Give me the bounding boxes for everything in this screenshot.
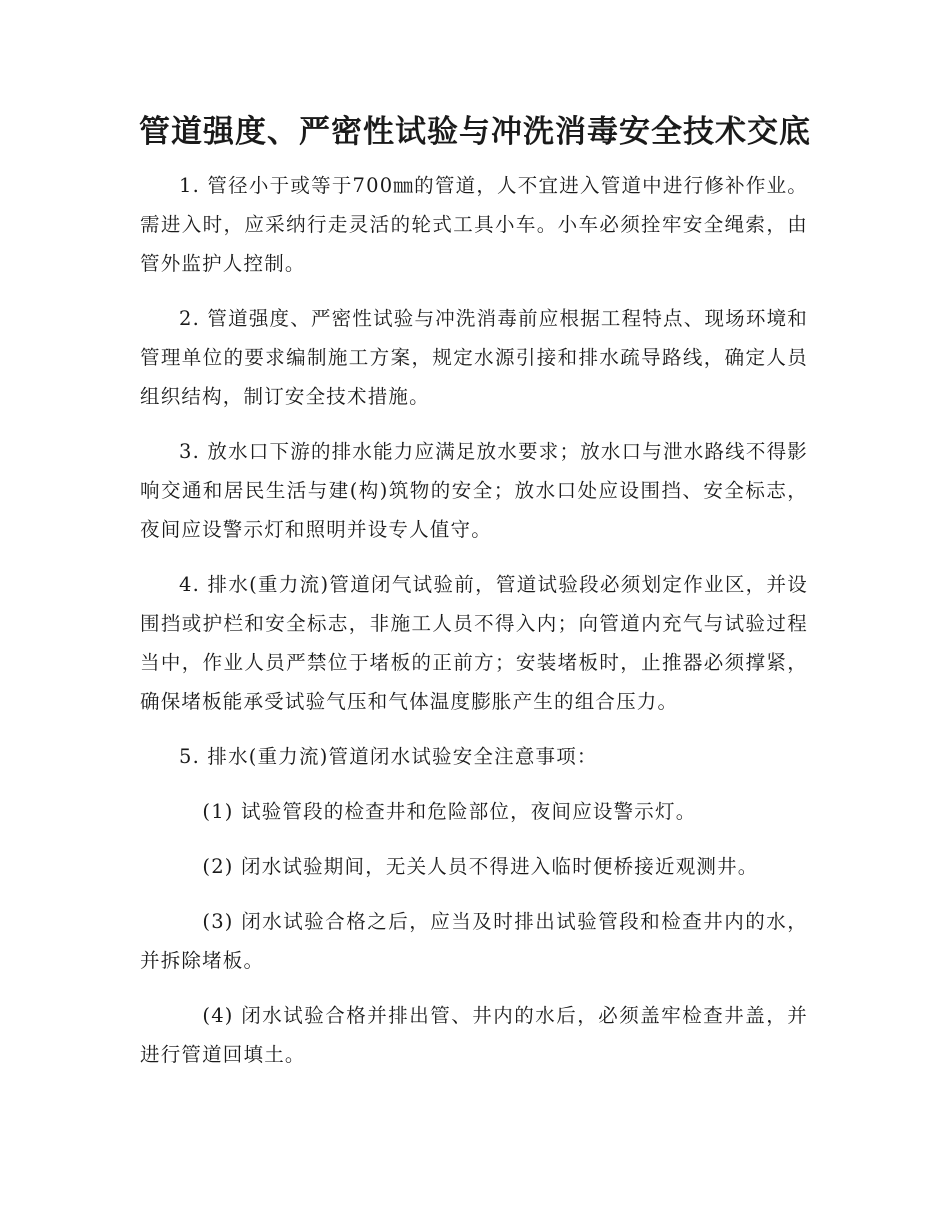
sub-item-2: (2) 闭水试验期间，无关人员不得进入临时便桥接近观测井。	[202, 855, 759, 878]
paragraph-4: 4. 排水(重力流)管道闭气试验前，管道试验段必须划定作业区，并设围挡或护栏和安全标志，非施工人员不得入内；向管道内充气与试验过程当中，作业人员严禁位于堵板的正前方；安装堵板时，止推器必须撑紧，确保堵板能承受试验气压和气体温度膨胀产生的组合压力。	[140, 573, 808, 713]
sub-item-4: (4) 闭水试验合格并排出管、井内的水后，必须盖牢检查井盖，并进行管道回填土。	[140, 1004, 808, 1066]
paragraph-1: 1. 管径小于或等于700㎜的管道，人不宜进入管道中进行修补作业。需进入时，应采纳行走灵活的轮式工具小车。小车必须拴牢安全绳索，由管外监护人控制。	[140, 174, 808, 275]
sub-item-1: (1) 试验管段的检查井和危险部位，夜间应设警示灯。	[202, 800, 697, 823]
sub-item-3: (3) 闭水试验合格之后，应当及时排出试验管段和检查井内的水，并拆除堵板。	[140, 910, 808, 972]
paragraph-5: 5. 排水(重力流)管道闭水试验安全注意事项：	[179, 745, 598, 768]
paragraph-2: 2. 管道强度、严密性试验与冲洗消毒前应根据工程特点、现场环境和管理单位的要求编制施工方案，规定水源引接和排水疏导路线，确定人员组织结构，制订安全技术措施。	[140, 307, 808, 408]
paragraph-3: 3. 放水口下游的排水能力应满足放水要求；放水口与泄水路线不得影响交通和居民生活与建(构)筑物的安全；放水口处应设围挡、安全标志，夜间应设警示灯和照明并设专人值守。	[140, 440, 808, 541]
document-title: 管道强度、严密性试验与冲洗消毒安全技术交底	[139, 114, 811, 150]
document-body	[140, 166, 808, 1090]
